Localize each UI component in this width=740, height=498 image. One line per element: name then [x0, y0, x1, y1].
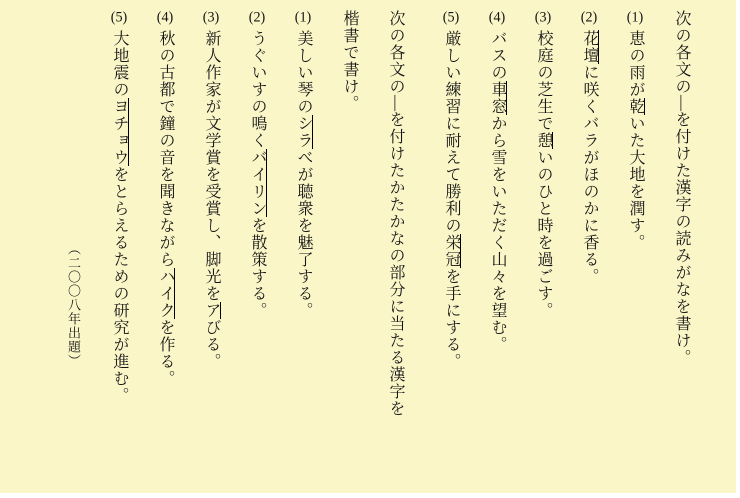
text-run: バスの — [489, 30, 506, 81]
text-run: 次の各文の — [673, 10, 690, 95]
section2-item-2 — [246, 10, 268, 485]
text-run: を付けた漢字の読みがなを書け。 — [673, 111, 690, 366]
text-run: 新人作家が文学賞を受賞し、脚光を — [203, 30, 220, 302]
text-run: びる。 — [203, 319, 220, 370]
text-run: をとらえるための研究が進む。 — [111, 166, 128, 404]
section2-item-5 — [108, 10, 130, 485]
text-run: うぐいすの鳴く — [249, 30, 266, 149]
section2-prompt-line2 — [338, 10, 360, 485]
item-number: (1) — [626, 10, 644, 25]
section2-item-3 — [200, 10, 222, 485]
section1-prompt — [670, 10, 692, 485]
blank-line-dash: — — [673, 95, 690, 111]
item-number: (4) — [156, 10, 174, 25]
text-run: 大地震の — [111, 30, 128, 98]
section2-prompt-line1 — [384, 10, 406, 485]
text-run: 校庭の芝生で — [535, 30, 552, 132]
item-number: (2) — [580, 10, 598, 25]
emphasis-underlined-text: 乾 — [627, 98, 644, 115]
emphasis-underlined-text: シラ — [295, 115, 312, 149]
item-number: (1) — [294, 10, 312, 25]
emphasis-underlined-text: 車窓 — [489, 81, 506, 115]
section1-item-4 — [486, 10, 508, 485]
item-number: (5) — [442, 10, 460, 25]
text-run: （二〇〇八年出題） — [66, 242, 81, 368]
section1-item-3 — [532, 10, 554, 485]
text-run: 厳しい練習に耐えて勝利の — [443, 30, 460, 234]
item-number: (4) — [488, 10, 506, 25]
emphasis-underlined-text: ア — [203, 302, 220, 319]
section1-item-5 — [440, 10, 462, 485]
text-run: を作る。 — [157, 319, 174, 387]
text-run: から雪をいただく山々を望む。 — [489, 115, 506, 353]
text-run: 美しい琴の — [295, 30, 312, 115]
text-run: いのひと時を過ごす。 — [535, 149, 552, 319]
text-run: を手にする。 — [443, 268, 460, 370]
text-run: 次の各文の — [387, 10, 404, 95]
text-run: いた大地を潤す。 — [627, 115, 644, 251]
text-run: べが聴衆を魅了する。 — [295, 149, 312, 319]
item-number: (2) — [248, 10, 266, 25]
blank-line-dash: — — [387, 95, 404, 111]
text-run: 楷書で書け。 — [341, 10, 358, 112]
text-run: に咲くバラがほのかに香る。 — [581, 64, 598, 285]
section2-item-4 — [154, 10, 176, 485]
emphasis-underlined-text: 憩 — [535, 132, 552, 149]
source-note — [62, 10, 84, 485]
emphasis-underlined-text: バイリン — [249, 149, 266, 217]
item-number: (3) — [202, 10, 220, 25]
section1-item-2 — [578, 10, 600, 485]
text-run: 恵の雨が — [627, 30, 644, 98]
emphasis-underlined-text: ハイク — [157, 268, 174, 319]
item-number: (3) — [534, 10, 552, 25]
emphasis-underlined-text: 花壇 — [581, 30, 598, 64]
section2-item-1 — [292, 10, 314, 485]
text-run: を付けたかたかなの部分に当たる漢字を — [387, 111, 404, 417]
text-run: を散策する。 — [249, 217, 266, 319]
text-run: 秋の古都で鐘の音を聞きながら — [157, 30, 174, 268]
section1-item-1 — [624, 10, 646, 485]
emphasis-underlined-text: ヨチョウ — [111, 98, 128, 166]
emphasis-underlined-text: 栄冠 — [443, 234, 460, 268]
item-number: (5) — [110, 10, 128, 25]
